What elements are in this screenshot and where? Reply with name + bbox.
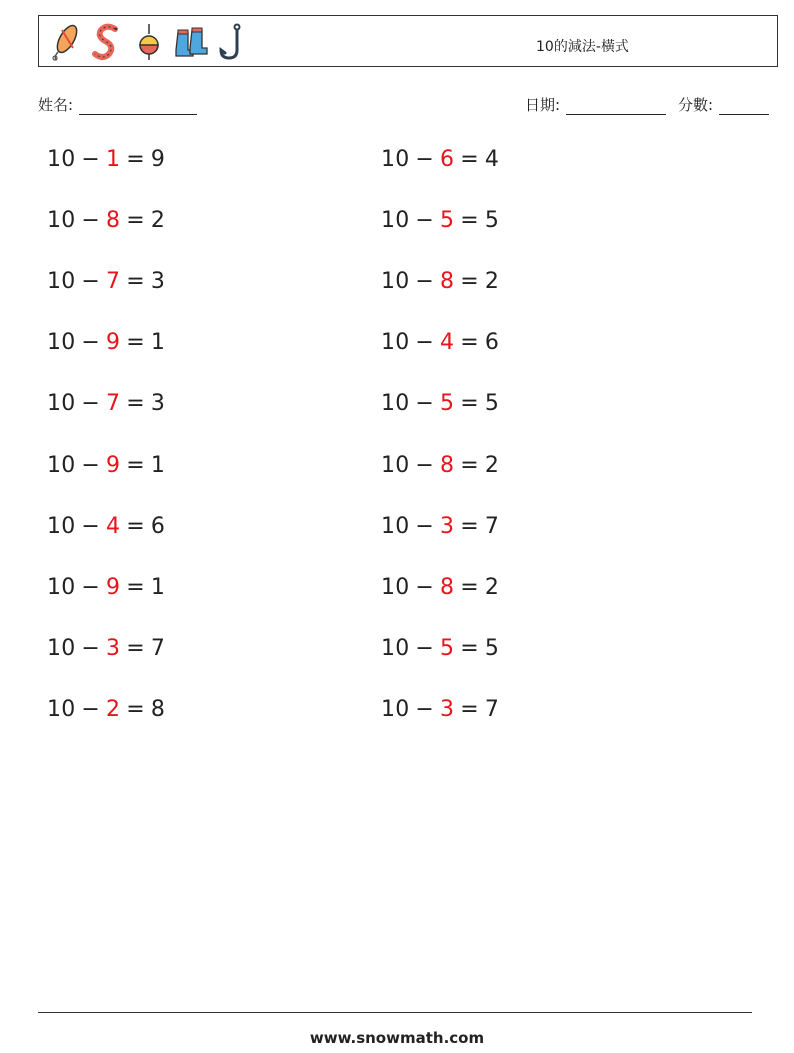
equals-sign: = [126, 574, 145, 600]
subtrahend-answer: 3 [440, 513, 455, 539]
problem-item [47, 453, 165, 478]
minus-sign: − [415, 574, 435, 600]
subtrahend-answer: 3 [440, 696, 455, 722]
equals-sign: = [126, 696, 145, 722]
score-blank[interactable] [719, 98, 769, 115]
subtrahend-answer: 3 [106, 635, 121, 661]
score-field [678, 94, 769, 115]
problem-item [47, 575, 165, 600]
minuend: 10 [47, 147, 76, 172]
subtrahend-answer: 9 [106, 574, 121, 600]
minuend: 10 [47, 452, 76, 478]
minus-sign: − [81, 330, 101, 356]
subtrahend-answer: 8 [440, 574, 455, 600]
difference: 6 [484, 330, 500, 356]
worksheet-header [38, 15, 778, 67]
problem-item [381, 147, 499, 172]
footer-divider [38, 1012, 752, 1013]
difference: 2 [150, 208, 166, 234]
equals-sign: = [460, 635, 479, 661]
equals-sign: = [126, 391, 145, 417]
problem-item [381, 514, 499, 539]
minuend: 10 [47, 574, 76, 600]
minus-sign: − [81, 696, 101, 722]
minuend: 10 [47, 635, 76, 661]
difference: 1 [150, 330, 166, 356]
difference: 7 [150, 635, 166, 661]
minus-sign: − [81, 513, 101, 539]
subtrahend-answer: 8 [440, 269, 455, 295]
minuend: 10 [381, 208, 410, 234]
problem-item [381, 453, 499, 478]
difference: 1 [150, 574, 166, 600]
equals-sign: = [460, 269, 479, 295]
minuend: 10 [47, 269, 76, 295]
subtrahend-answer: 5 [440, 635, 455, 661]
problem-item [381, 391, 499, 416]
minus-sign: − [415, 513, 435, 539]
difference: 7 [484, 513, 500, 539]
difference: 2 [484, 269, 500, 295]
subtrahend-answer: 9 [106, 330, 121, 356]
equals-sign: = [460, 696, 479, 722]
difference: 3 [150, 391, 166, 417]
minus-sign: − [81, 574, 101, 600]
problem-item [381, 208, 499, 233]
difference: 5 [484, 391, 500, 417]
difference: 2 [484, 574, 500, 600]
minuend: 10 [381, 635, 410, 661]
minuend: 10 [47, 330, 76, 356]
equals-sign: = [460, 574, 479, 600]
difference: 3 [150, 269, 166, 295]
subtrahend-answer: 9 [106, 452, 121, 478]
equals-sign: = [460, 391, 479, 417]
date-label: 日期: [525, 96, 561, 114]
minus-sign: − [81, 452, 101, 478]
minuend: 10 [47, 391, 76, 417]
difference: 4 [484, 147, 500, 172]
worksheet-title: 10的減法-橫式 [536, 39, 629, 55]
minus-sign: − [415, 147, 435, 172]
minus-sign: − [81, 635, 101, 661]
footer-url: www.snowmath.com [309, 1029, 485, 1047]
fishing-lure-icon [47, 22, 83, 62]
equals-sign: = [460, 208, 479, 234]
rain-boots-icon [173, 22, 209, 62]
subtrahend-answer: 1 [106, 147, 121, 172]
problem-item [47, 697, 165, 722]
equals-sign: = [460, 452, 479, 478]
minuend: 10 [381, 696, 410, 722]
minuend: 10 [381, 391, 410, 417]
minuend: 10 [47, 208, 76, 234]
minus-sign: − [81, 147, 101, 172]
subtrahend-answer: 7 [106, 391, 121, 417]
equals-sign: = [126, 513, 145, 539]
difference: 5 [484, 208, 500, 234]
minus-sign: − [81, 391, 101, 417]
minus-sign: − [415, 208, 435, 234]
difference: 8 [150, 696, 166, 722]
name-blank[interactable] [79, 98, 197, 115]
minuend: 10 [381, 147, 410, 172]
subtrahend-answer: 5 [440, 208, 455, 234]
problem-item [381, 697, 499, 722]
problem-item [47, 514, 165, 539]
problem-item [381, 269, 499, 294]
minus-sign: − [415, 269, 435, 295]
minus-sign: − [81, 269, 101, 295]
equals-sign: = [126, 452, 145, 478]
minus-sign: − [415, 635, 435, 661]
problem-item [47, 330, 165, 355]
minuend: 10 [381, 452, 410, 478]
subtrahend-answer: 7 [106, 269, 121, 295]
problem-item [381, 575, 499, 600]
difference: 6 [150, 513, 166, 539]
name-field [38, 94, 197, 115]
minuend: 10 [47, 513, 76, 539]
subtrahend-answer: 5 [440, 391, 455, 417]
equals-sign: = [126, 269, 145, 295]
equals-sign: = [460, 330, 479, 356]
equals-sign: = [460, 513, 479, 539]
difference: 7 [484, 696, 500, 722]
score-label: 分數: [678, 96, 714, 114]
subtrahend-answer: 2 [106, 696, 121, 722]
minus-sign: − [415, 696, 435, 722]
name-label: 姓名: [38, 96, 74, 114]
problem-item [47, 208, 165, 233]
difference: 9 [150, 147, 166, 172]
subtrahend-answer: 4 [106, 513, 121, 539]
problem-item [47, 147, 165, 172]
minus-sign: − [415, 330, 435, 356]
fishing-bobber-icon [131, 22, 167, 62]
equals-sign: = [460, 147, 479, 172]
problem-item [47, 636, 165, 661]
date-field [525, 94, 666, 115]
problem-item [47, 269, 165, 294]
problem-item [381, 636, 499, 661]
minuend: 10 [381, 330, 410, 356]
subtrahend-answer: 8 [106, 208, 121, 234]
problem-item [381, 330, 499, 355]
difference: 5 [484, 635, 500, 661]
header-icons [47, 20, 251, 64]
worm-icon [89, 22, 125, 62]
minus-sign: − [415, 391, 435, 417]
date-blank[interactable] [566, 98, 666, 115]
subtrahend-answer: 6 [440, 147, 455, 172]
minuend: 10 [47, 696, 76, 722]
minuend: 10 [381, 269, 410, 295]
minus-sign: − [81, 208, 101, 234]
difference: 2 [484, 452, 500, 478]
equals-sign: = [126, 635, 145, 661]
minuend: 10 [381, 574, 410, 600]
equals-sign: = [126, 147, 145, 172]
equals-sign: = [126, 208, 145, 234]
minuend: 10 [381, 513, 410, 539]
fishing-hook-icon [215, 22, 251, 62]
subtrahend-answer: 4 [440, 330, 455, 356]
subtrahend-answer: 8 [440, 452, 455, 478]
equals-sign: = [126, 330, 145, 356]
difference: 1 [150, 452, 166, 478]
problem-item [47, 391, 165, 416]
minus-sign: − [415, 452, 435, 478]
